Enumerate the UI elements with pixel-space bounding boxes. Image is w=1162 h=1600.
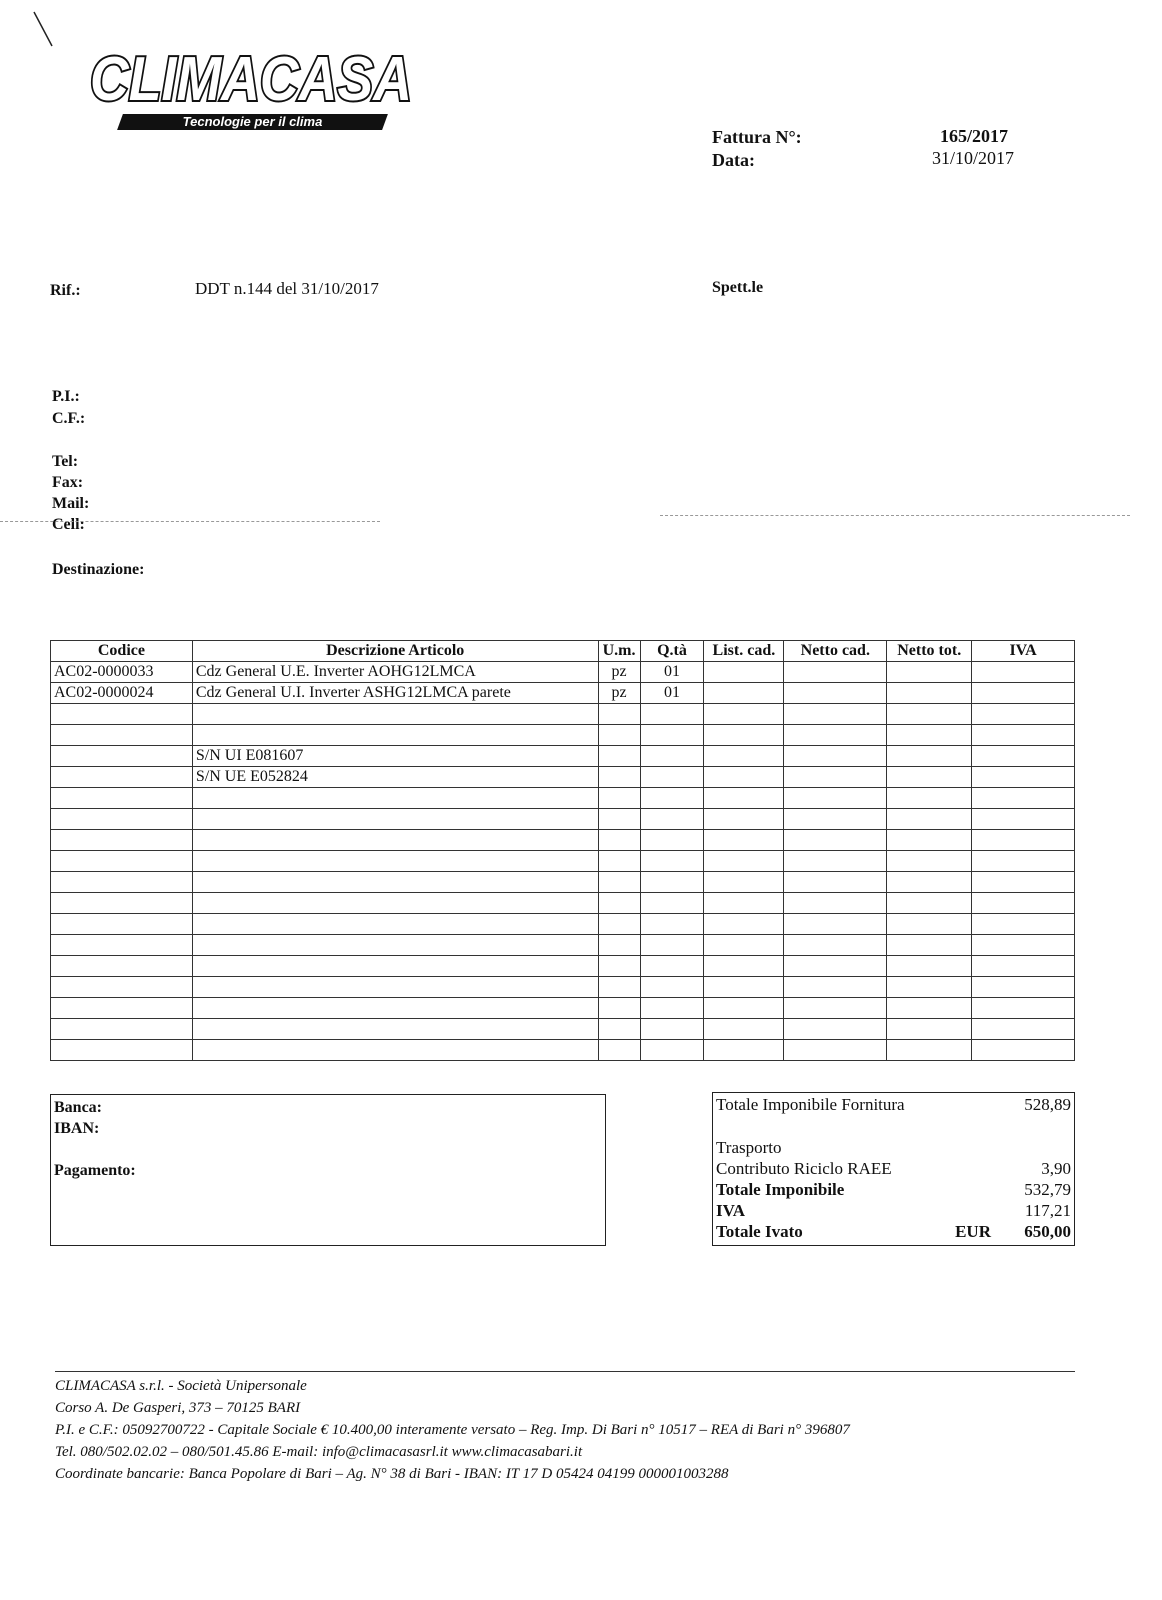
cell-qta: 01 [640, 662, 704, 683]
currency-label: EUR [955, 1222, 991, 1241]
cell-iva [972, 872, 1075, 893]
cell-netto-tot [887, 725, 972, 746]
logo-tagline: Tecnologie per il clima [182, 114, 323, 129]
cell-iva [972, 683, 1075, 704]
cell-codice [51, 977, 193, 998]
cell-list-cad [704, 683, 784, 704]
footer-address: Corso A. De Gasperi, 373 – 70125 BARI [55, 1400, 301, 1416]
cell-netto-tot [887, 1040, 972, 1061]
imponibile-fornitura-label: Totale Imponibile Fornitura [716, 1095, 905, 1114]
cell-descrizione: Cdz General U.I. Inverter ASHG12LMCA parete [192, 683, 598, 704]
cell-um [598, 704, 640, 725]
imponibile-fornitura-value: 528,89 [1024, 1095, 1071, 1114]
cell-um [598, 914, 640, 935]
mail-label: Mail: [52, 495, 90, 512]
cell-netto-cad [784, 935, 887, 956]
raee-label: Contributo Riciclo RAEE [716, 1159, 892, 1178]
cell-um [598, 830, 640, 851]
cell-codice: AC02-0000024 [51, 683, 193, 704]
cell-netto-cad [784, 893, 887, 914]
cell-descrizione [192, 809, 598, 830]
cell-list-cad [704, 935, 784, 956]
cell-iva [972, 998, 1075, 1019]
cell-descrizione [192, 851, 598, 872]
footer-legal: P.I. e C.F.: 05092700722 - Capitale Sociale € 10.400,00 interamente versato – Reg. Imp. Di Bari n° 10517 – REA di Bari n° 396807 [55, 1422, 850, 1438]
pi-label: P.I.: [52, 388, 80, 405]
svg-text:CLIMACASA: CLIMACASA [90, 45, 412, 114]
cell-codice [51, 746, 193, 767]
imponibile-value: 532,79 [1024, 1180, 1071, 1199]
table-row [51, 935, 1075, 956]
cell-netto-tot [887, 872, 972, 893]
cell-descrizione [192, 956, 598, 977]
cell-codice [51, 851, 193, 872]
cell-iva [972, 830, 1075, 851]
cell-list-cad [704, 914, 784, 935]
cell-um [598, 746, 640, 767]
cell-netto-cad [784, 704, 887, 725]
cell-netto-cad [784, 788, 887, 809]
cell-um [598, 956, 640, 977]
cell-netto-tot [887, 767, 972, 788]
cell-netto-tot [887, 704, 972, 725]
cell-descrizione [192, 893, 598, 914]
cell-um [598, 809, 640, 830]
cell-iva [972, 746, 1075, 767]
cf-label: C.F.: [52, 410, 86, 427]
cell-netto-cad [784, 1040, 887, 1061]
cell-netto-cad [784, 872, 887, 893]
cell-codice [51, 725, 193, 746]
table-row [51, 914, 1075, 935]
cell-iva [972, 914, 1075, 935]
cell-qta [640, 809, 704, 830]
table-row [51, 872, 1075, 893]
cell-codice [51, 704, 193, 725]
cell-netto-tot [887, 977, 972, 998]
iva-value: 117,21 [1024, 1201, 1071, 1220]
totals-row-imponibile [716, 1180, 1071, 1200]
bank-box [50, 1094, 606, 1246]
cell-list-cad [704, 662, 784, 683]
table-row [51, 1019, 1075, 1040]
table-row [51, 662, 1075, 683]
iva-label: IVA [716, 1201, 745, 1220]
cell-netto-tot [887, 935, 972, 956]
cell-netto-cad [784, 725, 887, 746]
cell-codice [51, 935, 193, 956]
cell-descrizione [192, 704, 598, 725]
cell-list-cad [704, 809, 784, 830]
table-row [51, 977, 1075, 998]
table-row [51, 851, 1075, 872]
cell-list-cad [704, 956, 784, 977]
cell-netto-cad [784, 956, 887, 977]
cell-codice [51, 809, 193, 830]
footer-contacts: Tel. 080/502.02.02 – 080/501.45.86 E-mail: info@climacasasrl.it www.climacasabari.it [55, 1444, 583, 1460]
cell-netto-cad [784, 1019, 887, 1040]
recipient-label: Spett.le [712, 279, 764, 296]
cell-qta [640, 914, 704, 935]
cell-qta [640, 1040, 704, 1061]
cell-codice [51, 788, 193, 809]
cell-netto-cad [784, 683, 887, 704]
totals-row-fornitura [716, 1095, 1071, 1115]
destination-label: Destinazione: [52, 561, 145, 578]
cell-descrizione: S/N UI E081607 [192, 746, 598, 767]
cell-um [598, 725, 640, 746]
cell-um [598, 998, 640, 1019]
cell-list-cad [704, 851, 784, 872]
cell-codice [51, 767, 193, 788]
cell-um: pz [598, 683, 640, 704]
cell-netto-cad [784, 662, 887, 683]
cell-iva [972, 767, 1075, 788]
cell-qta [640, 725, 704, 746]
header-um: U.m. [598, 641, 640, 662]
reference-label: Rif.: [50, 282, 81, 299]
cell-codice [51, 914, 193, 935]
cell-qta [640, 1019, 704, 1040]
cell-netto-tot [887, 956, 972, 977]
cell-list-cad [704, 872, 784, 893]
cell-qta [640, 851, 704, 872]
header-netto-tot: Netto tot. [887, 641, 972, 662]
bank-label: Banca: [54, 1099, 102, 1116]
reference-value: DDT n.144 del 31/10/2017 [195, 279, 379, 298]
cell-netto-tot [887, 851, 972, 872]
cell-netto-tot [887, 914, 972, 935]
totals-box [712, 1092, 1075, 1246]
cell-qta [640, 956, 704, 977]
cell-netto-tot [887, 893, 972, 914]
cell-list-cad [704, 746, 784, 767]
cell-list-cad [704, 767, 784, 788]
cell-descrizione [192, 725, 598, 746]
cell-iva [972, 935, 1075, 956]
table-row [51, 746, 1075, 767]
trasporto-label: Trasporto [716, 1138, 782, 1157]
cell-qta [640, 788, 704, 809]
table-row [51, 767, 1075, 788]
cell-label: Cell: [52, 516, 85, 533]
cell-netto-cad [784, 809, 887, 830]
cell-codice [51, 1019, 193, 1040]
totals-row-ivato [716, 1222, 1071, 1242]
table-row [51, 683, 1075, 704]
cell-netto-tot [887, 788, 972, 809]
invoice-number: 165/2017 [940, 126, 1009, 146]
logo-tagline-band [117, 114, 388, 130]
cell-netto-cad [784, 998, 887, 1019]
cell-descrizione [192, 872, 598, 893]
footer-divider [55, 1371, 1075, 1372]
cell-netto-tot [887, 998, 972, 1019]
cell-iva [972, 704, 1075, 725]
cell-iva [972, 956, 1075, 977]
invoice-number-label: Fattura N°: [712, 127, 802, 147]
cell-codice [51, 998, 193, 1019]
table-row [51, 704, 1075, 725]
table-row [51, 893, 1075, 914]
cell-netto-tot [887, 809, 972, 830]
cell-codice [51, 1040, 193, 1061]
cell-netto-cad [784, 746, 887, 767]
cell-qta [640, 767, 704, 788]
cell-descrizione [192, 935, 598, 956]
cell-netto-tot [887, 683, 972, 704]
cell-netto-cad [784, 830, 887, 851]
totals-row-iva [716, 1201, 1071, 1221]
cell-netto-tot [887, 746, 972, 767]
cell-codice [51, 893, 193, 914]
cell-descrizione [192, 977, 598, 998]
cell-iva [972, 1019, 1075, 1040]
payment-label: Pagamento: [54, 1162, 136, 1179]
scan-fold-line-right [660, 515, 1130, 516]
items-table [50, 640, 1075, 1061]
cell-um [598, 767, 640, 788]
cell-um [598, 1019, 640, 1040]
cell-iva [972, 662, 1075, 683]
cell-iva [972, 893, 1075, 914]
table-row [51, 725, 1075, 746]
cell-netto-cad [784, 914, 887, 935]
cell-netto-tot [887, 830, 972, 851]
footer-bank: Coordinate bancarie: Banca Popolare di Bari – Ag. N° 38 di Bari - IBAN: IT 17 D 05424 04199 000001003288 [55, 1466, 729, 1482]
cell-list-cad [704, 977, 784, 998]
cell-codice [51, 872, 193, 893]
cell-um [598, 935, 640, 956]
cell-descrizione [192, 788, 598, 809]
cell-qta [640, 935, 704, 956]
cell-um [598, 977, 640, 998]
cell-iva [972, 725, 1075, 746]
cell-descrizione: Cdz General U.E. Inverter AOHG12LMCA [192, 662, 598, 683]
ivato-value: 650,00 [1024, 1222, 1071, 1241]
cell-list-cad [704, 725, 784, 746]
table-row [51, 1040, 1075, 1061]
header-netto-cad: Netto cad. [784, 641, 887, 662]
cell-um: pz [598, 662, 640, 683]
cell-iva [972, 809, 1075, 830]
cell-list-cad [704, 1019, 784, 1040]
cell-descrizione: S/N UE E052824 [192, 767, 598, 788]
cell-iva [972, 851, 1075, 872]
cell-qta [640, 893, 704, 914]
cell-netto-tot [887, 1019, 972, 1040]
totals-row-trasporto [716, 1138, 1071, 1158]
cell-descrizione [192, 1040, 598, 1061]
cell-qta: 01 [640, 683, 704, 704]
cell-list-cad [704, 830, 784, 851]
cell-list-cad [704, 998, 784, 1019]
items-header-row [51, 641, 1075, 662]
header-list-cad: List. cad. [704, 641, 784, 662]
cell-descrizione [192, 998, 598, 1019]
cell-netto-tot [887, 662, 972, 683]
cell-um [598, 1040, 640, 1061]
cell-um [598, 893, 640, 914]
table-row [51, 830, 1075, 851]
cell-list-cad [704, 788, 784, 809]
scan-mark [32, 10, 56, 50]
footer-company: CLIMACASA s.r.l. - Società Unipersonale [55, 1378, 307, 1394]
iban-label: IBAN: [54, 1120, 100, 1137]
tel-label: Tel: [52, 453, 79, 470]
table-row [51, 998, 1075, 1019]
cell-codice [51, 956, 193, 977]
cell-qta [640, 998, 704, 1019]
cell-list-cad [704, 704, 784, 725]
cell-descrizione [192, 1019, 598, 1040]
table-row [51, 809, 1075, 830]
header-iva: IVA [972, 641, 1075, 662]
cell-codice: AC02-0000033 [51, 662, 193, 683]
invoice-date-label: Data: [712, 150, 755, 170]
header-qta: Q.tà [640, 641, 704, 662]
fax-label: Fax: [52, 474, 84, 491]
cell-um [598, 788, 640, 809]
table-row [51, 956, 1075, 977]
cell-descrizione [192, 914, 598, 935]
raee-value: 3,90 [1041, 1159, 1071, 1178]
cell-um [598, 851, 640, 872]
cell-netto-cad [784, 851, 887, 872]
cell-list-cad [704, 1040, 784, 1061]
cell-iva [972, 977, 1075, 998]
cell-iva [972, 1040, 1075, 1061]
cell-descrizione [192, 830, 598, 851]
cell-iva [972, 788, 1075, 809]
cell-um [598, 872, 640, 893]
cell-qta [640, 746, 704, 767]
ivato-label: Totale Ivato [716, 1222, 803, 1241]
cell-qta [640, 830, 704, 851]
table-row [51, 788, 1075, 809]
header-descrizione: Descrizione Articolo [192, 641, 598, 662]
cell-codice [51, 830, 193, 851]
scan-fold-line-left [0, 521, 380, 522]
invoice-date: 31/10/2017 [932, 148, 1015, 168]
imponibile-label: Totale Imponibile [716, 1180, 845, 1199]
climacasa-logo [82, 38, 422, 118]
cell-list-cad [704, 893, 784, 914]
cell-qta [640, 704, 704, 725]
cell-qta [640, 872, 704, 893]
totals-row-raee [716, 1159, 1071, 1179]
cell-netto-cad [784, 767, 887, 788]
cell-qta [640, 977, 704, 998]
header-codice: Codice [51, 641, 193, 662]
cell-netto-cad [784, 977, 887, 998]
